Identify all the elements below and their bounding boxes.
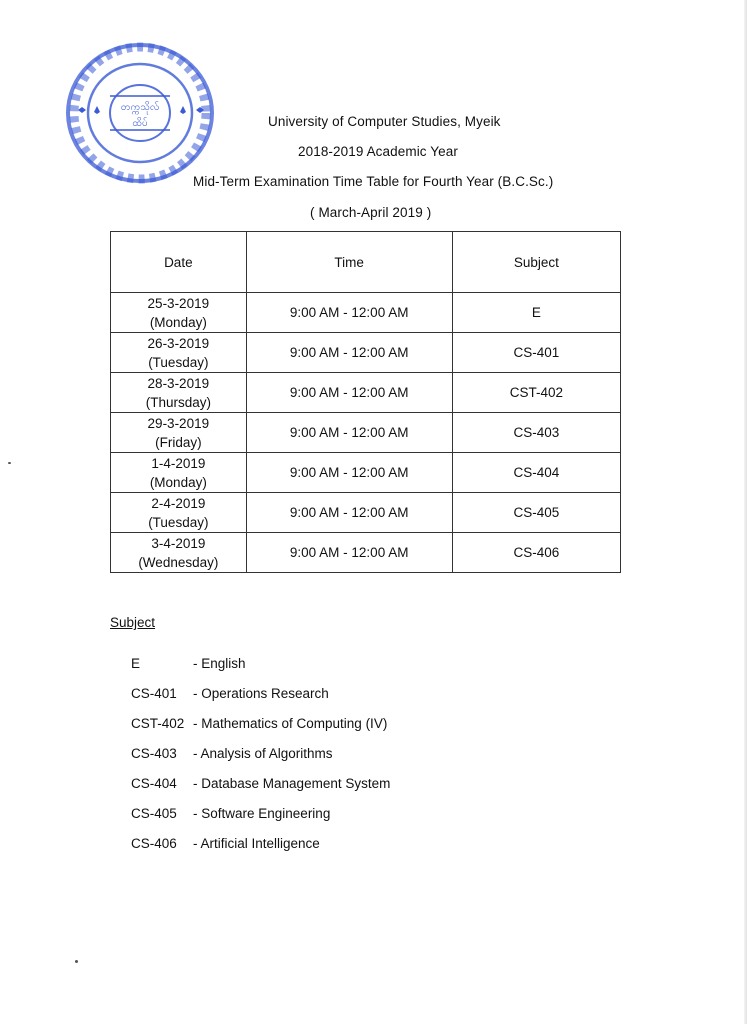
exam-day: (Tuesday) [148,514,209,530]
cell-date [111,293,247,333]
table-row [111,413,621,453]
exam-date: 25-3-2019 [147,295,210,311]
cell-date [111,413,247,453]
legend-code: CS-401 [131,686,177,701]
cell-date [111,333,247,373]
legend-code: CS-404 [131,776,177,791]
cell-subject: CS-405 [452,493,620,533]
legend-description: - Database Management System [193,776,391,791]
cell-date [111,373,247,413]
cell-time: 9:00 AM - 12:00 AM [246,533,452,573]
legend-description: - English [193,656,246,671]
exam-date: 26-3-2019 [147,335,210,351]
exam-date: 2-4-2019 [151,495,206,511]
table-row [111,293,621,333]
cell-time: 9:00 AM - 12:00 AM [246,293,452,333]
exam-date: 28-3-2019 [147,375,210,391]
cell-time: 9:00 AM - 12:00 AM [246,373,452,413]
cell-subject: CST-402 [452,373,620,413]
cell-date [111,533,247,573]
legend-description: - Analysis of Algorithms [193,746,333,761]
table-row [111,533,621,573]
scan-speck [8,462,11,464]
table-row [111,453,621,493]
cell-subject: E [452,293,620,333]
cell-subject: CS-406 [452,533,620,573]
seal-line-2: ထိပ် [132,118,148,129]
legend-code: E [131,656,141,671]
legend-code: CS-405 [131,806,177,821]
legend-description: - Operations Research [193,686,329,701]
legend-code: CS-403 [131,746,177,761]
cell-subject: CS-403 [452,413,620,453]
academic-year: 2018-2019 Academic Year [298,144,458,159]
legend-code: CS-406 [131,836,177,851]
cell-time: 9:00 AM - 12:00 AM [246,333,452,373]
column-header-time: Time [246,232,452,293]
subject-legend-heading: Subject [110,615,156,630]
scan-speck [75,960,78,963]
table-row [111,333,621,373]
cell-date [111,453,247,493]
exam-day: (Wednesday) [138,554,219,570]
cell-subject: CS-404 [452,453,620,493]
timetable-title: Mid-Term Examination Time Table for Fourth Year (B.C.Sc.) [193,174,554,189]
university-name: University of Computer Studies, Myeik [268,114,501,129]
exam-day: (Monday) [149,314,207,330]
column-header-date: Date [111,232,247,293]
cell-subject: CS-401 [452,333,620,373]
university-seal-icon [62,38,218,188]
exam-date: 3-4-2019 [151,535,206,551]
cell-time: 9:00 AM - 12:00 AM [246,453,452,493]
seal-line-1: တက္ကသိုလ် [120,102,160,113]
cell-date [111,493,247,533]
exam-day: (Thursday) [145,394,211,410]
exam-period: ( March-April 2019 ) [310,205,432,220]
exam-date: 29-3-2019 [147,415,210,431]
exam-timetable [110,231,621,573]
legend-description: - Mathematics of Computing (IV) [193,716,388,731]
table-row [111,373,621,413]
legend-description: - Software Engineering [193,806,331,821]
column-header-subject: Subject [452,232,620,293]
table-row [111,493,621,533]
cell-time: 9:00 AM - 12:00 AM [246,493,452,533]
cell-time: 9:00 AM - 12:00 AM [246,413,452,453]
legend-code: CST-402 [131,716,185,731]
table-header-row [111,232,621,293]
exam-day: (Tuesday) [148,354,209,370]
legend-description: - Artificial Intelligence [193,836,320,851]
exam-day: (Friday) [155,434,202,450]
exam-day: (Monday) [149,474,207,490]
exam-date: 1-4-2019 [151,455,206,471]
